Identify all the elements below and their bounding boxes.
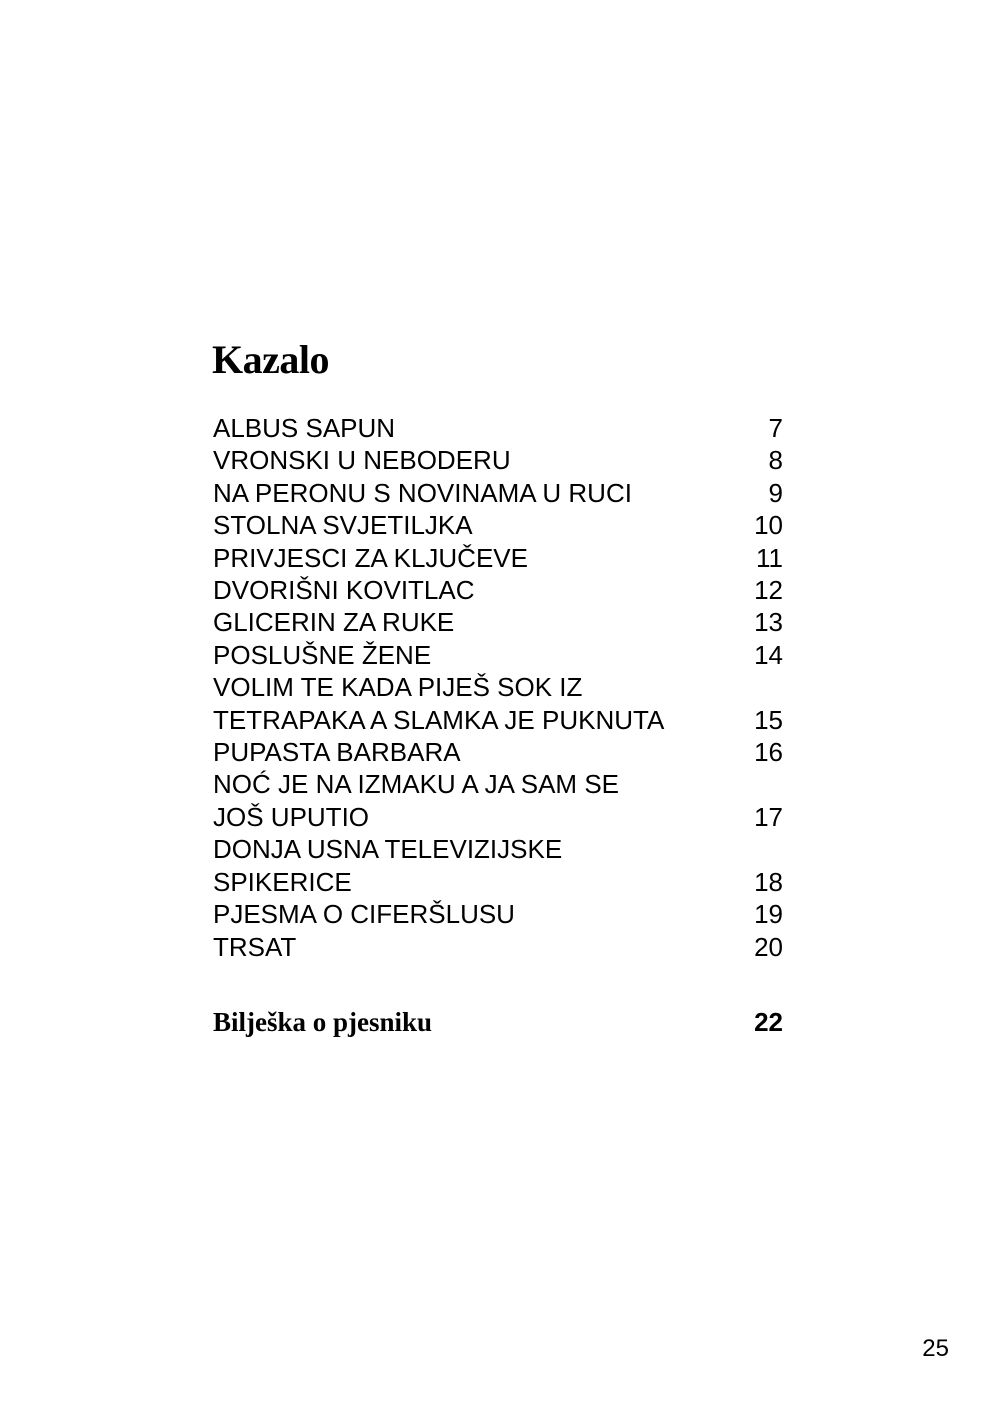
toc-entry-title: DONJA USNA TELEVIZIJSKE SPIKERICE [213, 834, 563, 897]
toc-entry-title: VRONSKI U NEBODERU [213, 445, 511, 476]
table-of-contents [213, 412, 783, 963]
toc-entry-title: POSLUŠNE ŽENE [213, 639, 432, 670]
toc-entry-page: 20 [754, 931, 783, 962]
toc-entry-title: STOLNA SVJETILJKA [213, 510, 473, 541]
toc-entry [213, 574, 783, 606]
toc-entry-title: PUPASTA BARBARA [213, 737, 461, 768]
toc-entry [213, 736, 783, 768]
toc-entry-title: NA PERONU S NOVINAMA U RUCI [213, 477, 632, 508]
toc-entry [213, 639, 783, 671]
toc-entry-title: NOĆ JE NA IZMAKU A JA SAM SE JOŠ UPUTIO [213, 769, 619, 832]
toc-entry-page: 15 [754, 704, 783, 735]
author-note-page: 22 [754, 1007, 783, 1037]
toc-entry-page: 10 [754, 510, 783, 541]
toc-entry [213, 833, 783, 898]
toc-entry-title: PRIVJESCI ZA KLJUČEVE [213, 542, 528, 573]
toc-entry-title: ALBUS SAPUN [213, 413, 396, 443]
toc-entry-page: 18 [754, 866, 783, 897]
toc-entry-page: 13 [754, 607, 783, 638]
toc-entry [213, 898, 783, 930]
toc-entry [213, 606, 783, 638]
author-note-title: Bilješka o pjesniku [213, 1007, 433, 1037]
toc-entry-page: 17 [754, 801, 783, 832]
toc-entry [213, 542, 783, 574]
page-number: 25 [922, 1335, 949, 1362]
toc-entry-title: PJESMA O CIFERŠLUSU [213, 899, 515, 930]
toc-entry [213, 768, 783, 833]
toc-entry-page: 11 [756, 542, 783, 573]
toc-entry [213, 412, 783, 444]
toc-entry-title: GLICERIN ZA RUKE [213, 607, 455, 638]
toc-entry [213, 444, 783, 476]
toc-entry-page: 19 [754, 899, 783, 930]
toc-entry-title: VOLIM TE KADA PIJEŠ SOK IZ TETRAPAKA A SLAMKA JE PUKNUTA [213, 672, 665, 735]
toc-entry-page: 16 [754, 737, 783, 768]
toc-entry-title: DVORIŠNI KOVITLAC [213, 575, 475, 606]
toc-entry-page: 9 [768, 477, 783, 508]
toc-entry-page: 8 [768, 445, 783, 476]
toc-entry-title: TRSAT [213, 931, 297, 962]
toc-entry [213, 477, 783, 509]
toc-entry [213, 509, 783, 541]
page-title: Kazalo [212, 337, 329, 382]
toc-entry-page: 14 [754, 639, 783, 670]
author-note-entry [213, 1004, 783, 1040]
toc-entry [213, 931, 783, 963]
toc-entry-page: 12 [754, 575, 783, 606]
toc-entry [213, 671, 783, 736]
toc-entry-page: 7 [768, 413, 783, 443]
